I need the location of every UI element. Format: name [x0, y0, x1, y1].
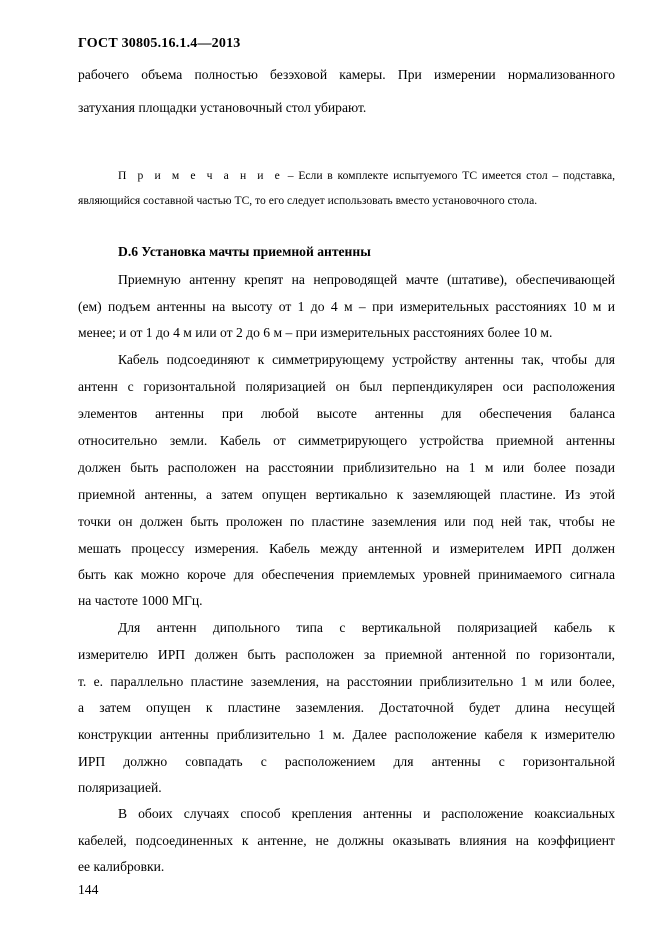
paragraph-3-line: т. е. параллельно пластине заземления, на расстоянии приблизительно 1 м или более, [78, 674, 615, 689]
intro-line-1: рабочего объема полностью безэховой камеры. При измерении нормализованного [78, 67, 615, 82]
paragraph-2-line: приемной антенны, а затем опущен вертикально к заземляющей пластине. Из этой [78, 487, 615, 502]
document-header: ГОСТ 30805.16.1.4—2013 [78, 36, 241, 51]
note-line-2: являющийся составной частью ТС, то его следует использовать вместо установочного стола. [78, 194, 538, 207]
paragraph-4-line: ее калибровки. [78, 859, 165, 874]
page-number: 144 [78, 882, 99, 897]
paragraph-1-line: Приемную антенну крепят на непроводящей мачте (штативе), обеспечивающей [118, 272, 615, 287]
paragraph-3-line: а затем опущен к пластине заземления. Достаточной будет длина несущей [78, 700, 615, 715]
paragraph-1-line: менее; и от 1 до 4 м или от 2 до 6 м – при измерительных расстояниях более 10 м. [78, 325, 553, 340]
paragraph-3-line: поляризацией. [78, 780, 162, 795]
note-line-1-text: – Если в комплекте испытуемого ТС имеется стол – подставка, [283, 169, 615, 182]
paragraph-2-line: антенн с горизонтальной поляризацией он был перпендикулярен оси расположения [78, 379, 615, 394]
note-label: П р и м е ч а н и е [118, 169, 284, 182]
paragraph-4-line: кабелей, подсоединенных к антенне, не должны оказывать влияния на коэффициент [78, 833, 615, 848]
paragraph-2-line: элементов антенны при любой высоте антенны для обеспечения баланса [78, 406, 615, 421]
paragraph-2-line: точки он должен быть проложен по пластине заземления или под ней так, чтобы не [78, 514, 615, 529]
paragraph-2-line: быть как можно короче для обеспечения приемлемых уровней принимаемого сигнала [78, 567, 615, 582]
paragraph-2-line: относительно земли. Кабель от симметрирующего устройства приемной антенны [78, 433, 615, 448]
paragraph-1-line: (ем) подъем антенны на высоту от 1 до 4 м – при измерительных расстояниях 10 м и [78, 299, 615, 314]
section-title: D.6 Установка мачты приемной антенны [118, 244, 371, 259]
intro-line-2: затухания площадки установочный стол убирают. [78, 100, 367, 115]
paragraph-2-line: должен быть расположен на расстоянии приблизительно на 1 м или более позади [78, 460, 615, 475]
paragraph-3-line: конструкции антенны приблизительно 1 м. Далее расположение кабеля к измерителю [78, 727, 615, 742]
paragraph-2-line: мешать процессу измерения. Кабель между антенной и измерителем ИРП должен [78, 541, 615, 556]
paragraph-4-line: В обоих случаях способ крепления антенны и расположение коаксиальных [118, 806, 615, 821]
note-line-1 [118, 166, 615, 186]
paragraph-3-line: измерителю ИРП должен быть расположен за приемной антенной по горизонтали, [78, 647, 615, 662]
paragraph-2-line: на частоте 1000 МГц. [78, 593, 203, 608]
paragraph-3-line: ИРП должно совпадать с расположением для антенны с горизонтальной [78, 754, 615, 769]
paragraph-2-line: Кабель подсоединяют к симметрирующему устройству антенны так, чтобы для [118, 352, 615, 367]
paragraph-3-line: Для антенн дипольного типа с вертикальной поляризацией кабель к [118, 620, 615, 635]
